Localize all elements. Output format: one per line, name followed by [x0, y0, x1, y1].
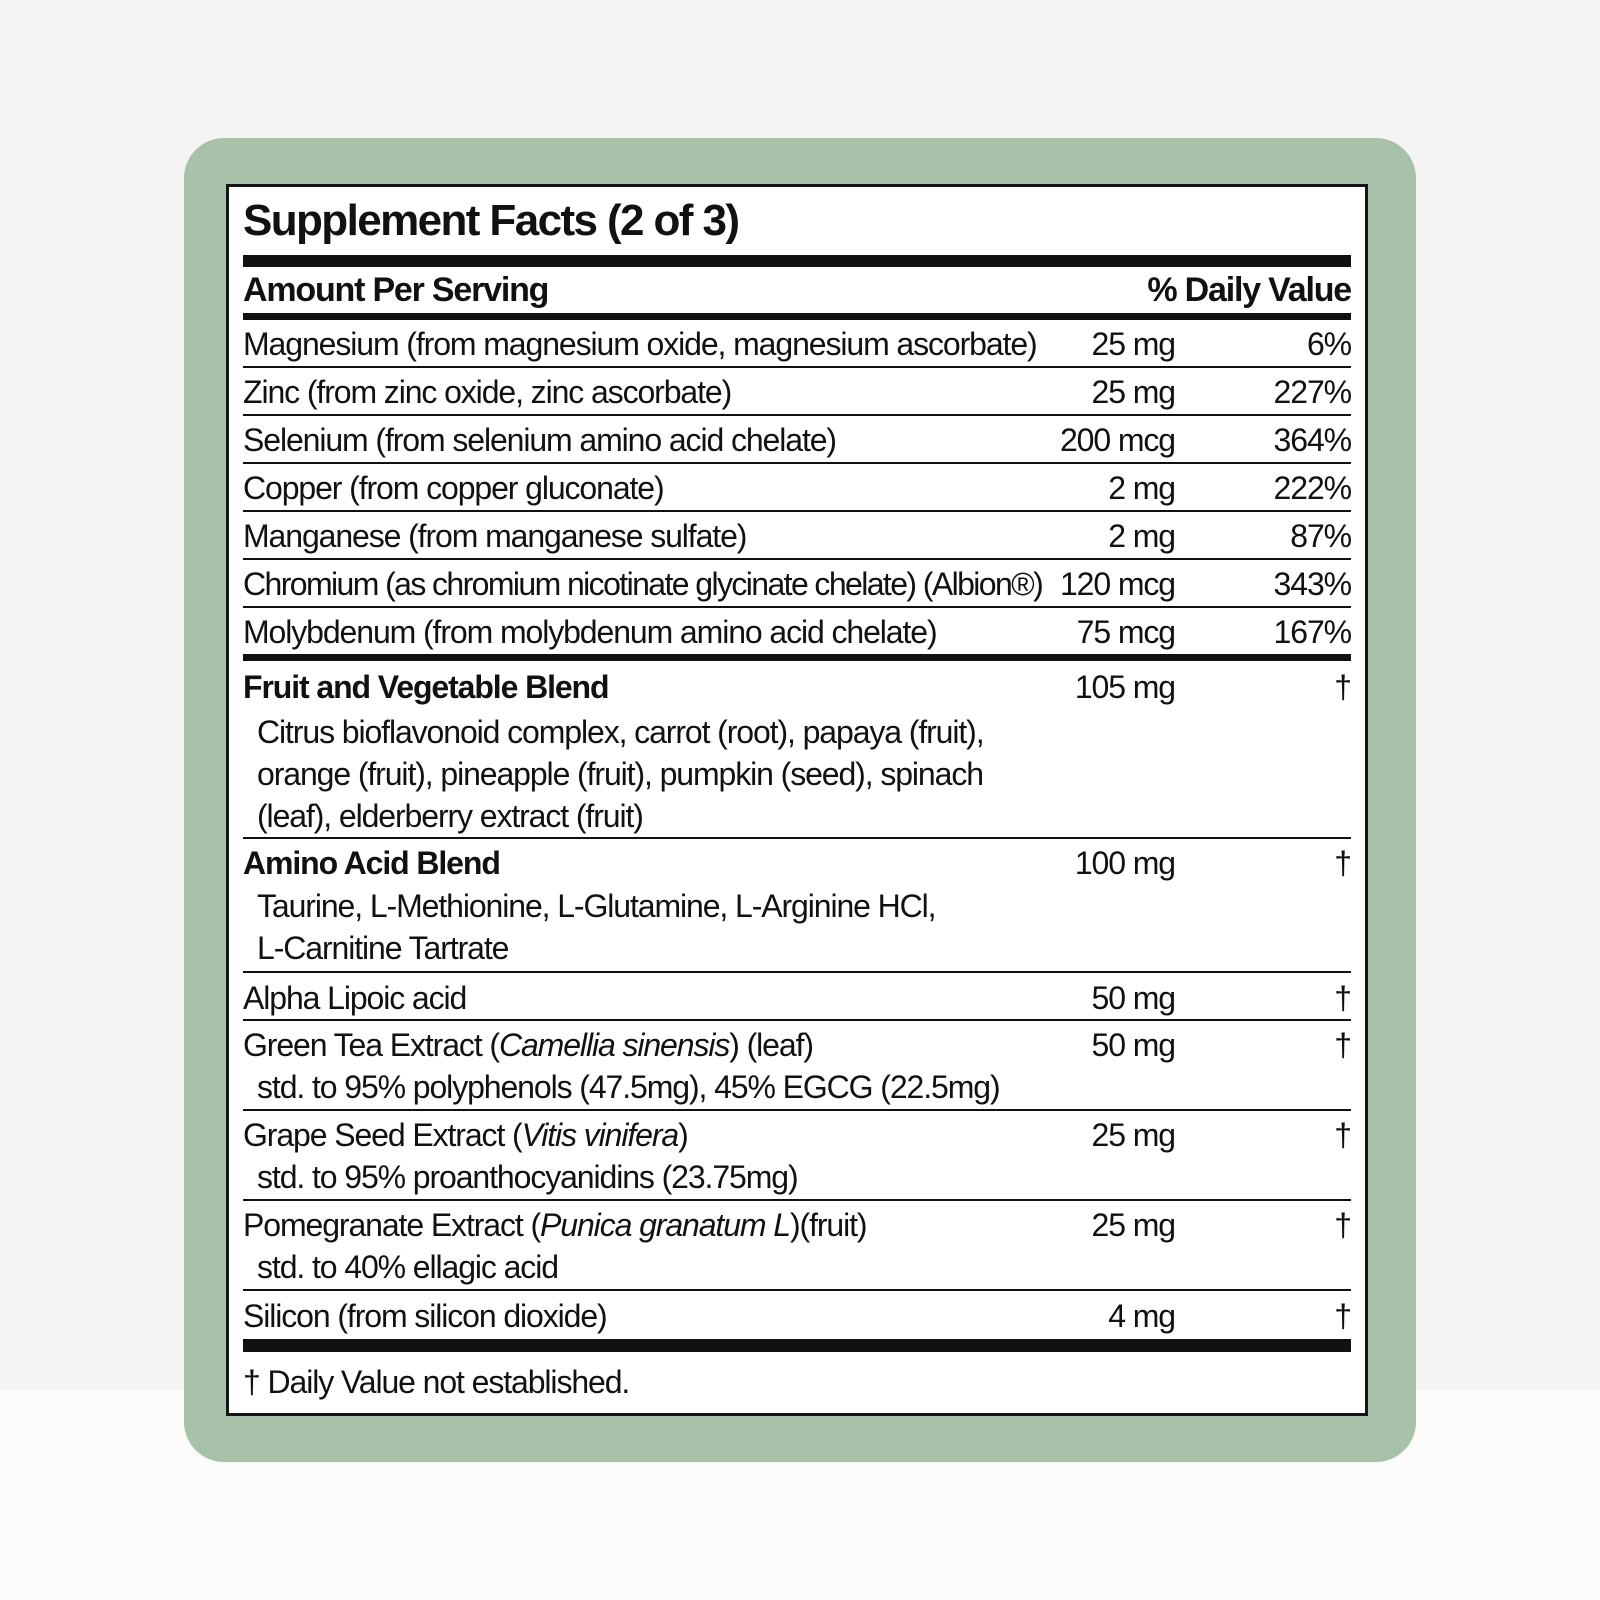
nutrient-row-chromium — [243, 560, 1351, 608]
nutrient-name: Zinc (from zinc oxide, zinc ascorbate) — [243, 374, 732, 410]
nutrient-amount: 200 mcg — [1059, 422, 1175, 458]
nutrient-amount: 120 mcg — [1059, 566, 1175, 602]
blend-ingredients-line: (leaf), elderberry extract (fruit) — [257, 798, 643, 834]
nutrient-name: Chromium (as chromium nicotinate glycinate chelate) (Albion®) — [243, 566, 1043, 602]
amount-per-serving-label: Amount Per Serving — [243, 270, 549, 309]
name-text: Pomegranate Extract ( — [243, 1207, 541, 1243]
blend-name: Fruit and Vegetable Blend — [243, 669, 609, 705]
latin-name: Punica granatum L — [540, 1207, 790, 1243]
blend-ingredients-line: orange (fruit), pineapple (fruit), pumpkin (seed), spinach — [257, 756, 983, 792]
nutrient-amount: 25 mg — [1091, 326, 1175, 362]
ingredient-amount: 25 mg — [1091, 1207, 1175, 1243]
nutrient-dv: 364% — [1273, 422, 1351, 458]
blend-row-amino-acid — [243, 839, 1351, 973]
ingredient-name — [243, 1201, 866, 1249]
latin-name: Vitis vinifera — [521, 1117, 679, 1153]
daily-value-label: % Daily Value — [1147, 270, 1351, 309]
nutrient-name: Selenium (from selenium amino acid chelate) — [243, 422, 836, 458]
name-text: ) — [678, 1117, 688, 1153]
nutrient-row-molybdenum — [243, 608, 1351, 654]
standardization-note: std. to 95% polyphenols (47.5mg), 45% EGCG (22.5mg) — [257, 1069, 1000, 1105]
ingredient-dv: † — [1334, 1117, 1351, 1153]
ingredient-name: Silicon (from silicon dioxide) — [243, 1298, 607, 1334]
ingredient-name — [243, 1111, 688, 1159]
ingredient-row-silicon — [243, 1291, 1351, 1339]
blend-ingredients-line: L-Carnitine Tartrate — [257, 930, 509, 966]
nutrient-name: Molybdenum (from molybdenum amino acid chelate) — [243, 614, 937, 650]
nutrient-dv: 87% — [1290, 518, 1351, 554]
blend-ingredients-line: Taurine, L-Methionine, L-Glutamine, L-Arginine HCl, — [257, 888, 936, 924]
ingredient-row-pomegranate — [243, 1201, 1351, 1291]
ingredient-dv: † — [1334, 1027, 1351, 1063]
nutrient-amount: 75 mcg — [1076, 614, 1175, 650]
blend-name: Amino Acid Blend — [243, 845, 500, 881]
nutrient-dv: 6% — [1306, 326, 1351, 362]
supplement-facts-panel — [226, 184, 1368, 1416]
blend-dv: † — [1334, 845, 1351, 881]
ingredient-row-green-tea — [243, 1021, 1351, 1111]
column-header — [243, 267, 1351, 313]
name-text: )(fruit) — [789, 1207, 867, 1243]
nutrient-amount: 2 mg — [1108, 470, 1175, 506]
nutrient-dv: 343% — [1273, 566, 1351, 602]
name-text: ) (leaf) — [729, 1027, 813, 1063]
panel-title: Supplement Facts (2 of 3) — [243, 196, 739, 245]
ingredient-name: Alpha Lipoic acid — [243, 980, 467, 1016]
ingredient-amount: 50 mg — [1091, 1027, 1175, 1063]
blend-row-fruit-vegetable — [243, 661, 1351, 839]
title-divider — [243, 255, 1351, 267]
ingredient-dv: † — [1334, 980, 1351, 1016]
ingredient-amount: 50 mg — [1091, 980, 1175, 1016]
nutrient-row-zinc — [243, 368, 1351, 416]
nutrient-name: Magnesium (from magnesium oxide, magnesium ascorbate) — [243, 326, 1037, 362]
nutrient-row-selenium — [243, 416, 1351, 464]
standardization-note: std. to 95% proanthocyanidins (23.75mg) — [257, 1159, 798, 1195]
latin-name: Camellia sinensis — [498, 1027, 730, 1063]
blend-dv: † — [1334, 669, 1351, 705]
nutrient-row-manganese — [243, 512, 1351, 560]
header-divider — [243, 313, 1351, 320]
ingredient-dv: † — [1334, 1207, 1351, 1243]
blend-ingredients-line: Citrus bioflavonoid complex, carrot (root), papaya (fruit), — [257, 714, 984, 750]
ingredient-row-grape-seed — [243, 1111, 1351, 1201]
name-text: Green Tea Extract ( — [243, 1027, 499, 1063]
ingredient-row-alpha-lipoic — [243, 973, 1351, 1021]
nutrient-dv: 167% — [1273, 614, 1351, 650]
nutrient-dv: 222% — [1273, 470, 1351, 506]
daily-value-footnote: † Daily Value not established. — [243, 1364, 630, 1400]
nutrient-dv: 227% — [1273, 374, 1351, 410]
standardization-note: std. to 40% ellagic acid — [257, 1249, 558, 1285]
nutrient-name: Manganese (from manganese sulfate) — [243, 518, 747, 554]
nutrient-amount: 2 mg — [1108, 518, 1175, 554]
nutrient-name: Copper (from copper gluconate) — [243, 470, 664, 506]
ingredient-amount: 25 mg — [1091, 1117, 1175, 1153]
blend-amount: 100 mg — [1074, 845, 1175, 881]
name-text: Grape Seed Extract ( — [243, 1117, 522, 1153]
ingredient-dv: † — [1334, 1298, 1351, 1334]
ingredient-amount: 4 mg — [1108, 1298, 1175, 1334]
blend-amount: 105 mg — [1074, 669, 1175, 705]
nutrient-amount: 25 mg — [1091, 374, 1175, 410]
ingredient-name — [243, 1021, 813, 1069]
nutrient-row-magnesium — [243, 320, 1351, 368]
nutrient-row-copper — [243, 464, 1351, 512]
